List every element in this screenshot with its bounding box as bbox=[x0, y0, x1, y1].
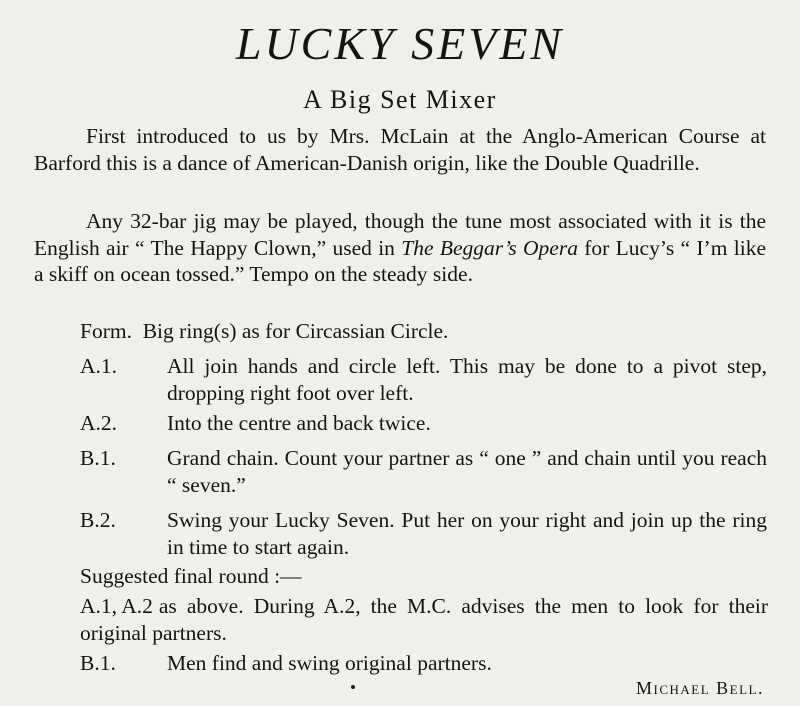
figure-text: All join hands and circle left. This may be done to a pivot step, dropping right foot over left. bbox=[167, 354, 767, 405]
music-italic-title: The Beggar’s Opera bbox=[401, 235, 578, 260]
final-round-text: as above. During A.2, the M.C. advises the men to look for their original partners. bbox=[80, 594, 768, 645]
figure-label: B.1. bbox=[80, 651, 116, 675]
music-text-2: for Lucy’s “ I’m like a skiff on ocean tossed.” Tempo on the steady side. bbox=[34, 235, 766, 286]
form-label: Form. bbox=[80, 319, 132, 343]
figure-text: Swing your Lucky Seven. Put her on your right and join up the ring in time to start again. bbox=[167, 508, 767, 559]
figure-a2 bbox=[0, 410, 800, 438]
music-text-1: Any 32-bar jig may be played, though the tune most associated with it is the English air “ The Happy Clown,” used in bbox=[34, 209, 766, 260]
form-line bbox=[80, 318, 448, 345]
form-text: Big ring(s) as for Circassian Circle. bbox=[142, 319, 449, 343]
figure-b2 bbox=[0, 507, 800, 561]
music-paragraph bbox=[34, 208, 766, 288]
dance-subtitle: A Big Set Mixer bbox=[303, 85, 497, 114]
figure-text: Grand chain. Count your partner as “ one ” and chain until you reach “ seven.” bbox=[167, 446, 767, 497]
figure-label: B.1. bbox=[80, 446, 116, 470]
figure-a1 bbox=[0, 353, 800, 407]
figure-label: B.2. bbox=[80, 508, 116, 532]
author-signature: Michael Bell. bbox=[636, 678, 764, 698]
figure-text: Men find and swing original partners. bbox=[167, 651, 492, 675]
figure-b1 bbox=[0, 445, 800, 499]
final-round-label: A.1, A.2 bbox=[80, 594, 153, 618]
intro-paragraph: First introduced to us by Mrs. McLain at the Anglo-American Course at Barford this is a dance of American-Danish origin, like the Double Quadrille. bbox=[34, 124, 766, 175]
dance-title: LUCKY SEVEN bbox=[235, 18, 565, 69]
suggested-final-round-heading: Suggested final round :— bbox=[80, 564, 302, 588]
figure-label: A.2. bbox=[80, 411, 118, 435]
figure-text: Into the centre and back twice. bbox=[167, 411, 431, 435]
printed-dot bbox=[351, 685, 355, 689]
final-round-b1 bbox=[0, 650, 800, 678]
figure-label: A.1. bbox=[80, 354, 118, 378]
